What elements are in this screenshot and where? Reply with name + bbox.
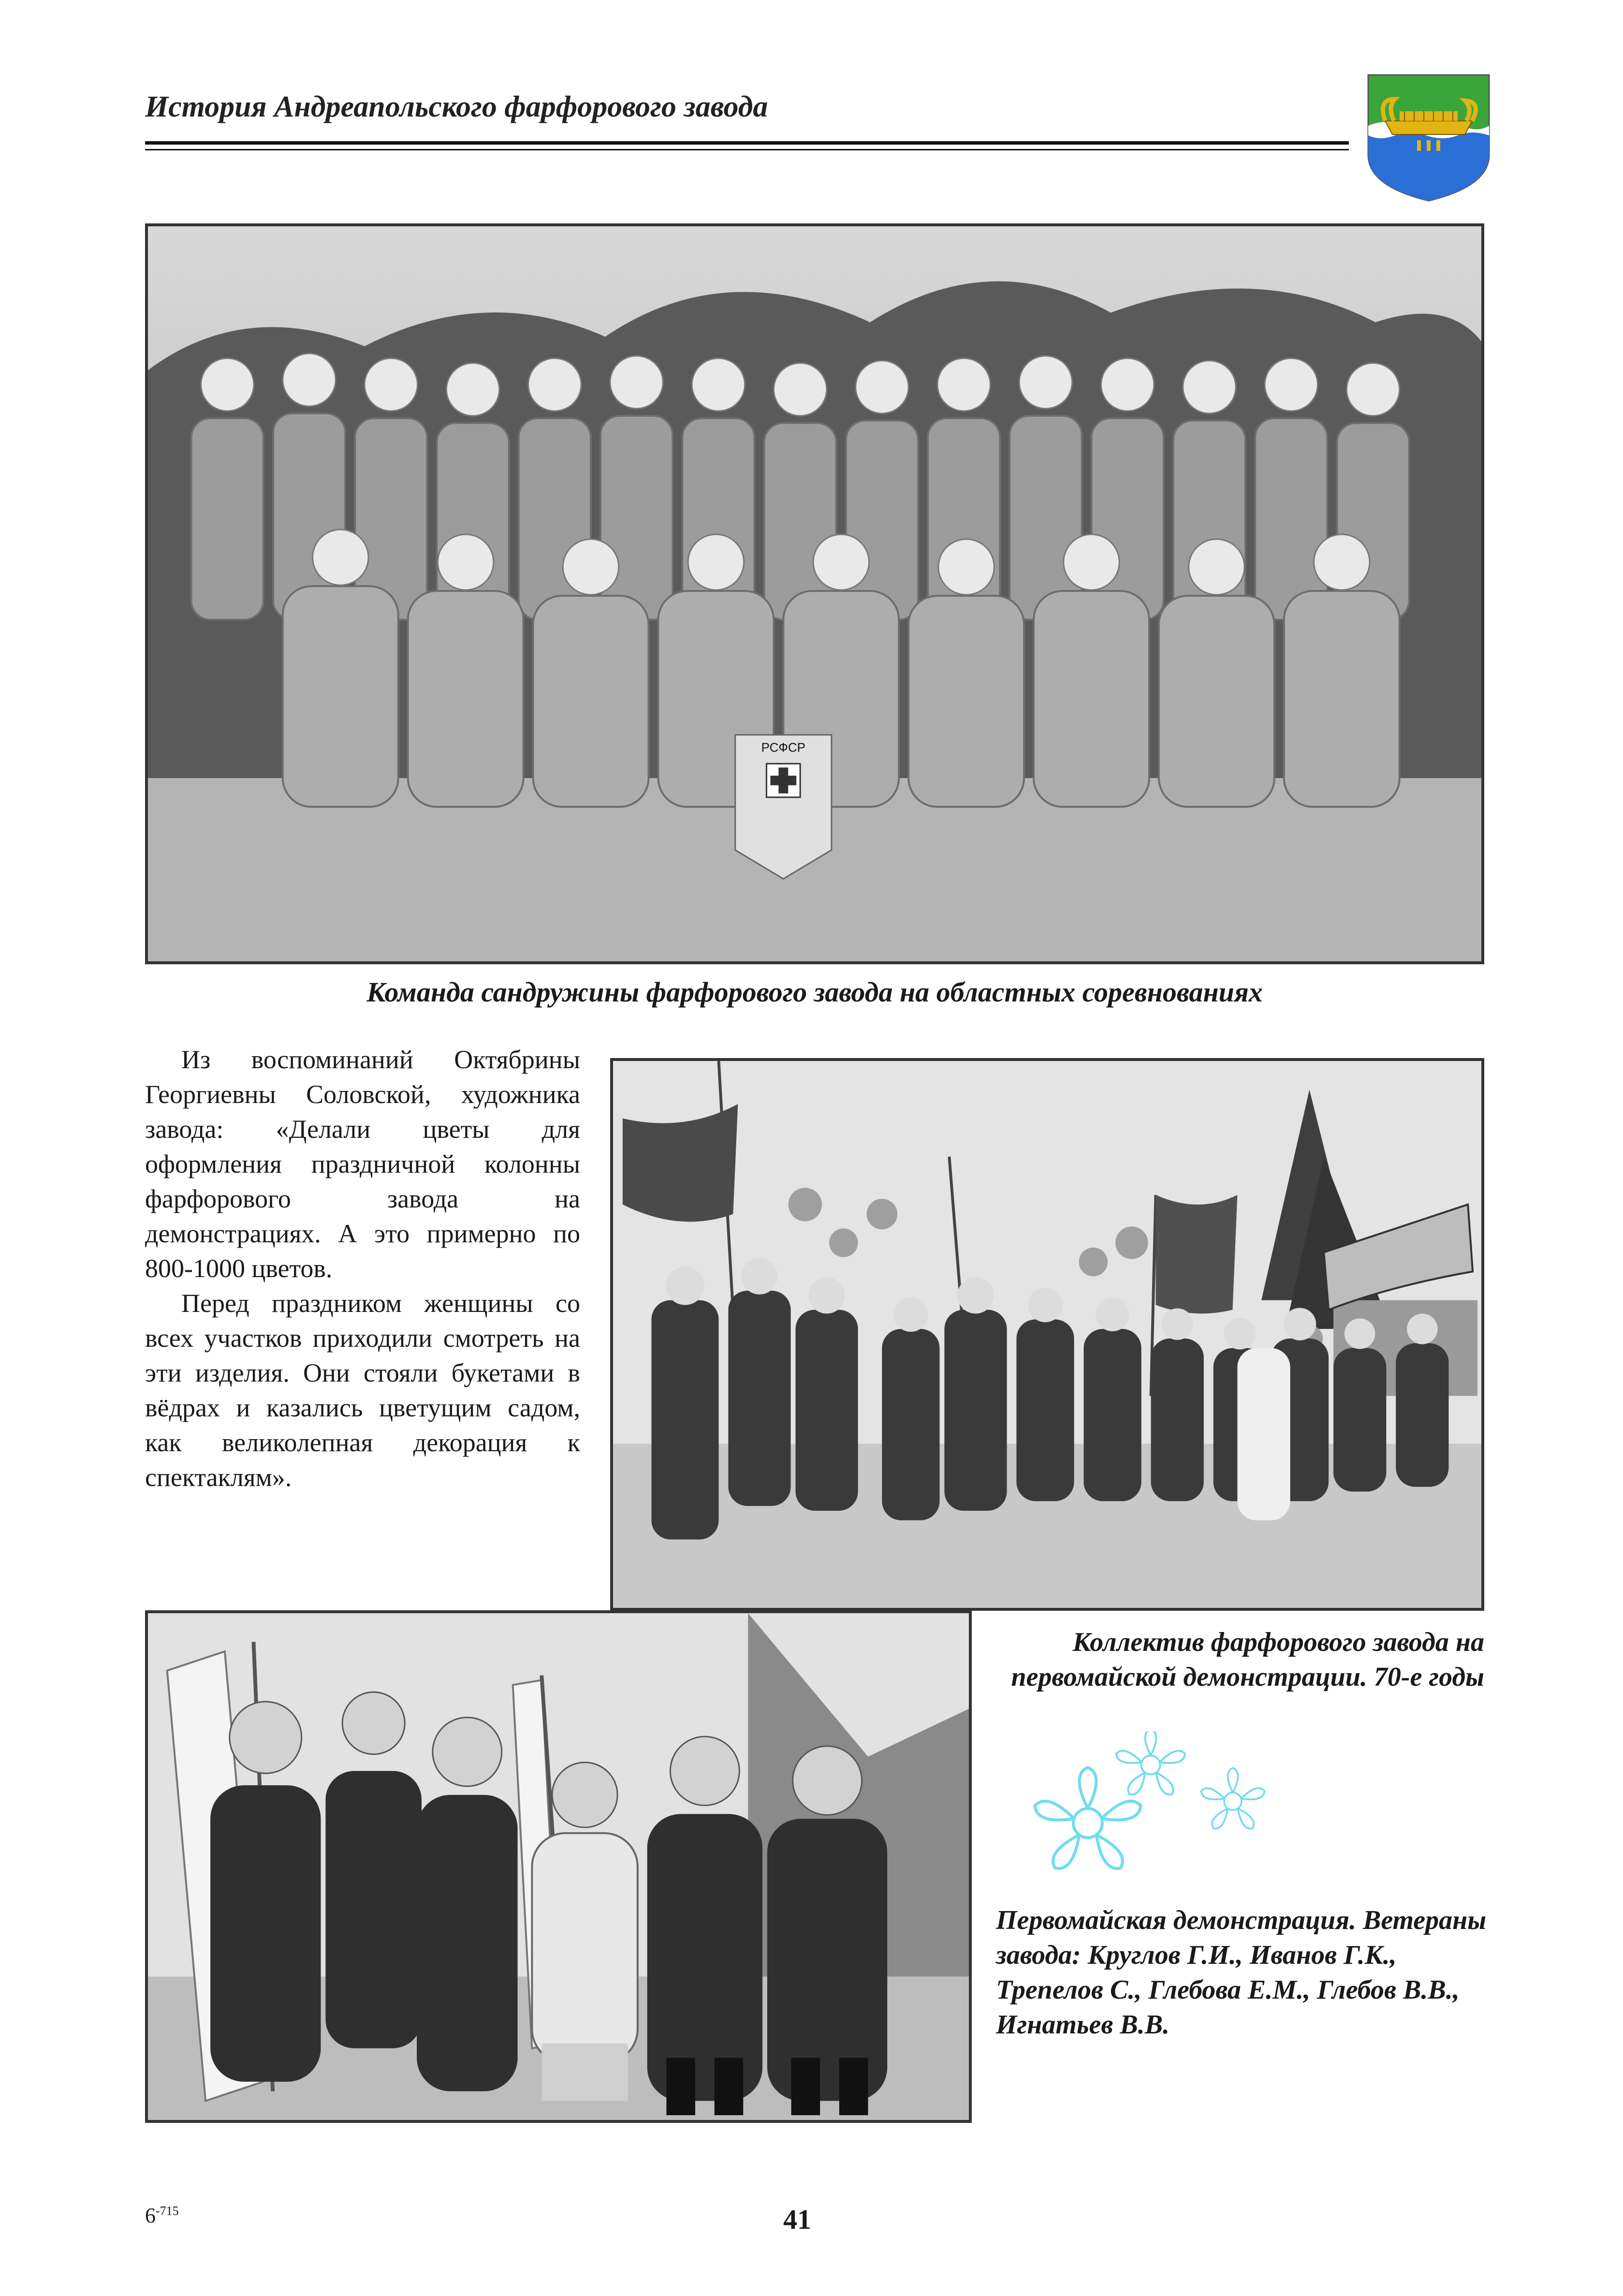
memoir-paragraph-2: Перед праздником женщины со всех участков приходили смотреть на эти изделия. Они стояли букетами в вёдрах и казались цветущим садом, как великолепная декорация к спектаклям».: [145, 1289, 580, 1492]
bottom-photo-caption: Первомайская демонстрация. Ветераны завода: Круглов Г.И., Иванов Г.К., Трепелов С., Глебова Е.М., Глебов В.В., Игнатьев В.В.: [996, 1905, 1487, 2040]
middle-photo-demonstration-collective: [610, 1058, 1484, 1611]
running-header-title: История Андреапольского фарфорового завода: [145, 90, 768, 123]
bottom-photo-factory-veterans: [145, 1610, 972, 2123]
page-number: 41: [783, 2204, 811, 2235]
decorative-flowers-icon: [1030, 1731, 1301, 1876]
printer-signature-mark: [145, 2203, 179, 2228]
middle-photo-caption: Коллектив фарфорового завода на первомайской демонстрации. 70-е годы: [1011, 1627, 1484, 1692]
header-rule-thin: [145, 149, 1349, 150]
coat-of-arms-emblem: [1366, 73, 1491, 203]
memoir-text-block: [145, 1042, 580, 1495]
top-photo-caption: Команда сандружины фарфорового завода на областных соревнованиях: [366, 976, 1263, 1008]
memoir-paragraph-1: Из воспоминаний Октябрины Георгиевны Соловской, художника завода: «Делали цветы для оформления праздничной колонны фарфорового завода на демонстрациях. А это примерно по 800-1000 цветов.: [145, 1045, 580, 1283]
pennant-label: РСФСР: [761, 741, 805, 755]
top-photo-sanitary-team: [145, 223, 1484, 964]
signature-superscript: -715: [156, 2204, 179, 2218]
signature-number: 6: [145, 2204, 156, 2227]
header-rule-thick: [145, 141, 1349, 145]
